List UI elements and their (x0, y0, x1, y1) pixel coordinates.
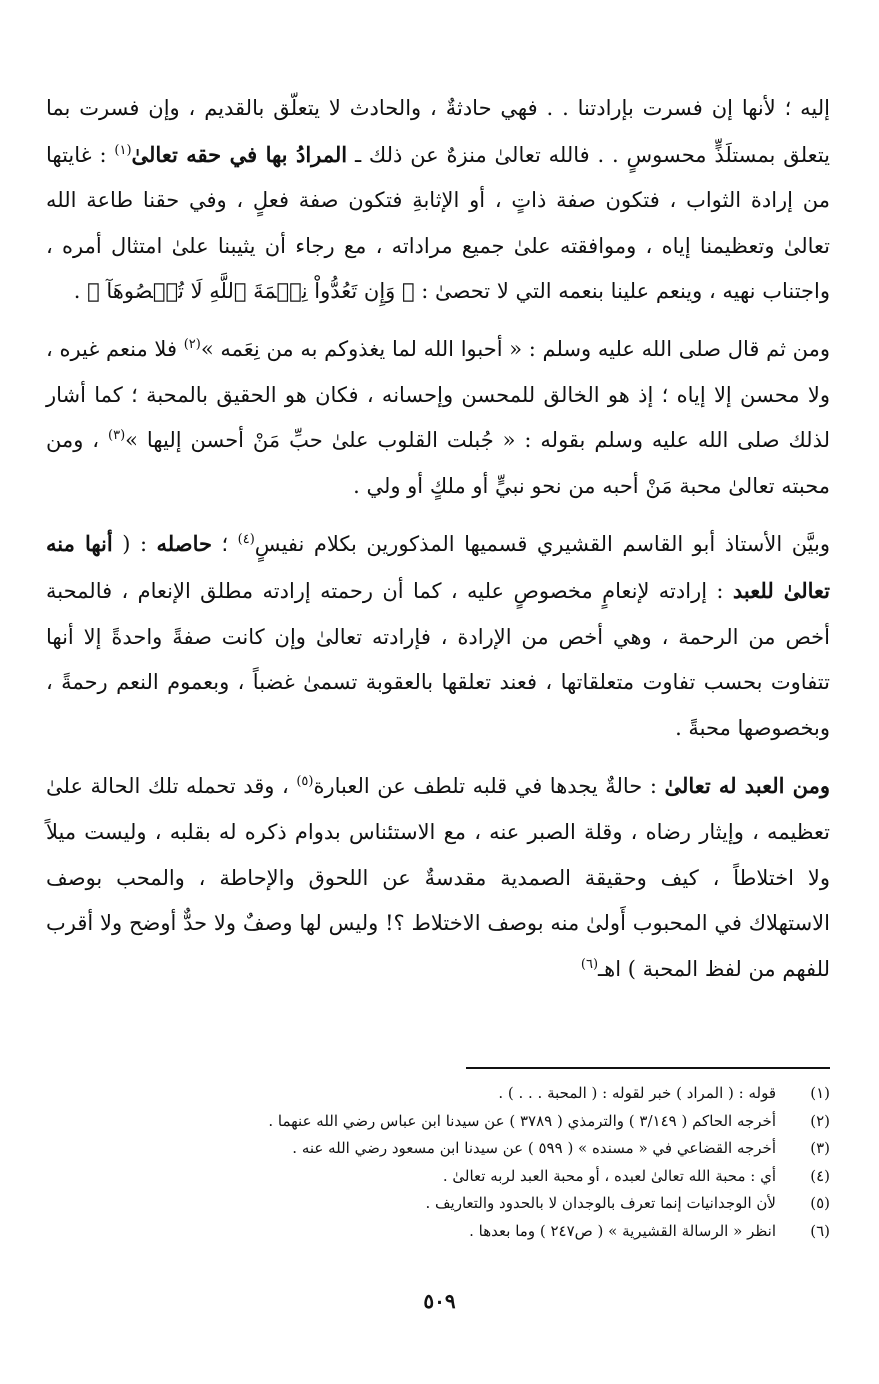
footnote-item (46, 1218, 830, 1246)
p4-text-c: ، وقد تحمله تلك الحالة علىٰ تعظيمه ، وإيثار رضاه ، وقلة الصبر عنه ، مع الاستئناس بدوام ذكره له بقلبه ، وليست ميلاً ولا اختلاطاً ، كيف وحقيقة الصمدية مقدسةٌ عن اللحوق والإحاطة ، والمحب بوصف الاستهلاك في المحبوب أَولىٰ منه بوصف الاختلاط ؟! وليس لها وصفٌ ولا حدٌّ أوضح ولا أقرب للفهم من لفظ المحبة ) اهـ (46, 774, 830, 981)
footnote-item (46, 1080, 830, 1108)
footnote-ref-4[interactable]: (٤) (237, 532, 255, 548)
footnotes (46, 1080, 830, 1246)
p3-text-a: وبيَّن الأستاذ أبو القاسم القشيري قسميها المذكورين بكلام نفيسٍ (254, 532, 831, 557)
footnote-number: (٢) (810, 1111, 830, 1130)
footnote-number: (٥) (810, 1194, 830, 1213)
p3-text-d: : ( (112, 532, 157, 557)
p3-text-b: ؛ (211, 532, 238, 557)
p4-bold-heading: ومن العبد له تعالىٰ (664, 773, 831, 799)
page-number: ٥٠٩ (423, 1289, 456, 1313)
p1-text-a: إليه ؛ لأنها إن فسرت بإرادتنا . . فهي حادثةٌ ، والحادث لا يتعلّق بالقديم ، وإن فسرت بما يتعلق بمستلَذٍّ محسوسٍ . . فالله تعالىٰ منزهٌ عن ذلك ـ (46, 96, 830, 167)
footnote-ref-2[interactable]: (٢) (183, 336, 201, 352)
footnote-text: قوله : ( المراد ) خبر لقوله : ( المحبة . . . ) . (498, 1084, 776, 1102)
footnote-text: لأن الوجدانيات إنما تعرف بالوجدان لا بالحدود والتعاريف . (425, 1194, 776, 1213)
p2-text-b: فلا منعم غيره ، ولا محسن إلا إياه ؛ إذ هو الخالق للمحسن وإحسانه ، فكان هو الحقيق بالمحبة ؛ كما أشار لذلك صلى الله عليه وسلم بقوله : « جُبلت القلوب علىٰ حبِّ مَنْ أحسن إليها » (46, 336, 830, 453)
footnote-ref-1[interactable]: (١) (114, 142, 132, 158)
footnote-number: (٦) (810, 1221, 830, 1240)
footnote-ref-3[interactable]: (٣) (108, 428, 126, 444)
footnote-number: (٣) (810, 1139, 830, 1158)
p3-bold-heading: أنها منه تعالىٰ للعبد (46, 531, 830, 603)
footnote-ref-5[interactable]: (٥) (296, 774, 314, 790)
p1-text-c: : غايتها من إرادة الثواب ، فتكون صفة ذاتٍ ، أو الإثابةِ فتكون صفة فعلٍ ، وفي حقنا طاعة الله تعالىٰ وتعظيمنا إياه ، وموافقته علىٰ جميع مراداته ، مع رجاء أن يثيبنا علىٰ امتثال أمره ، واجتناب نهيه ، وينعم علينا بنعمه التي لا تحصىٰ : ﴿ وَإِن تَعُدُّواْ نِعۡمَةَ ٱللَّهِ لَا تُحۡصُوهَآ ﴾ . (46, 142, 830, 304)
p4-text-b: : حالةٌ يجدها في قلبه تلطف عن العبارة (313, 774, 665, 799)
main-text (46, 86, 830, 992)
paragraph-2 (46, 327, 830, 509)
p2-text-a: ومن ثم قال صلى الله عليه وسلم : « أحبوا الله لما يغذوكم به من نِعَمه » (200, 336, 830, 361)
p3-text-f: : إرادته لإنعامٍ مخصوصٍ عليه ، كما أن رحمته إرادته مطلق الإنعام ، فالمحبة أخص من الرحمة ، وهي أخص من الإرادة ، فإرادته تعالىٰ وإن كانت صفةً واحدةً إلا أنها تتفاوت بحسب تفاوت متعلقاتها ، فعند تعلقها بالعقوبة تسمىٰ غضباً ، وبعموم النعم رحمةً ، وبخصوصها محبةً . (46, 578, 830, 740)
footnote-ref-6[interactable]: (٦) (580, 956, 599, 972)
footnote-item (46, 1135, 830, 1163)
footnote-text: أي : محبة الله تعالىٰ لعبده ، أو محبة العبد لربه تعالىٰ . (442, 1166, 776, 1185)
footnote-item (46, 1190, 830, 1218)
footnote-number: (٤) (810, 1166, 830, 1185)
footnote-text: أخرجه القضاعي في « مسنده » ( ٥٩٩ ) عن سيدنا ابن مسعود رضي الله عنه . (292, 1139, 776, 1158)
footnote-number: (١) (810, 1084, 830, 1102)
p1-bold-phrase: المرادُ بها في حقه تعالىٰ (131, 141, 348, 167)
footnote-item (46, 1163, 830, 1191)
paragraph-3 (46, 521, 830, 751)
p3-bold-summary: حاصله (156, 531, 212, 557)
footnote-text: أخرجه الحاكم ( ٣/١٤٩ ) والترمذي ( ٣٧٨٩ ) عن سيدنا ابن عباس رضي الله عنهما . (268, 1111, 776, 1130)
footnote-separator (466, 1067, 830, 1069)
paragraph-1 (46, 86, 830, 315)
p2-text-c: ، ومن محبته تعالىٰ محبة مَنْ أحبه من نحو نبيٍّ أو ملكٍ أو ولي . (46, 428, 830, 498)
footnote-item (46, 1108, 830, 1136)
footnote-text: انظر « الرسالة القشيرية » ( ص٢٤٧ ) وما بعدها . (469, 1221, 776, 1240)
paragraph-4 (46, 763, 830, 992)
